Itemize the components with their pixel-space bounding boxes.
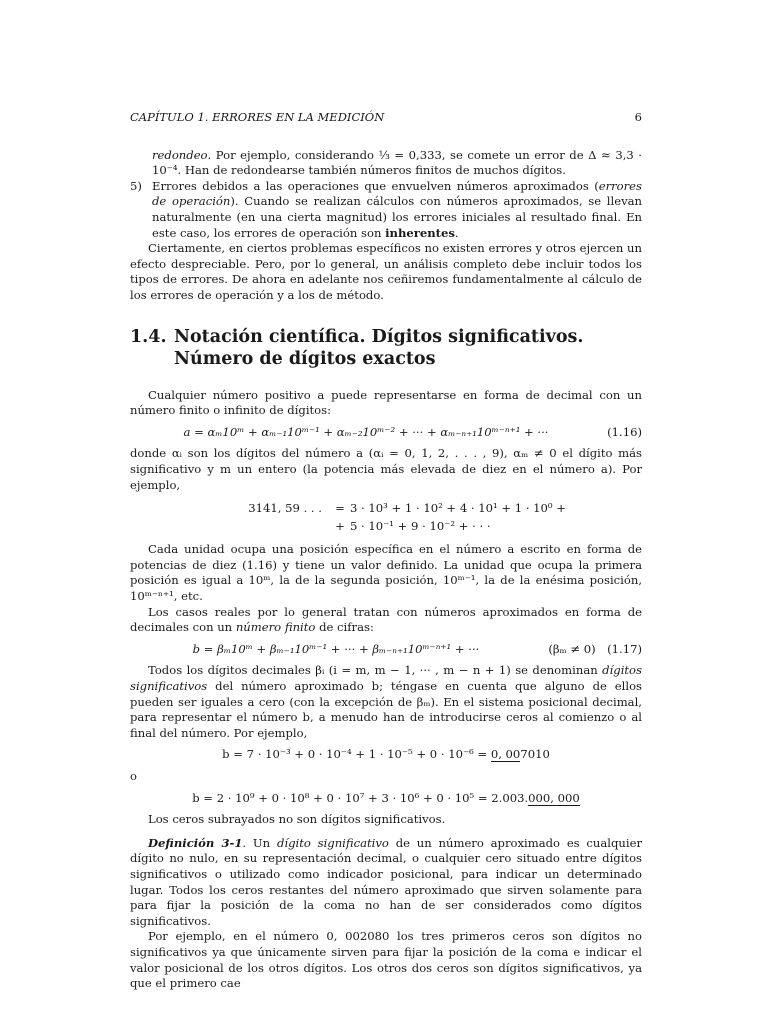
example-blank bbox=[130, 519, 330, 535]
paragraph-4 bbox=[130, 605, 642, 636]
equation-b2 bbox=[130, 791, 642, 807]
eq-b2-main: b = 2 · 10⁹ + 0 · 10⁸ + 0 · 10⁷ + 3 · 10⁶ + 0 · 10⁵ = 2.003. bbox=[192, 790, 529, 805]
example-row-1: 3 · 10³ + 1 · 10² + 4 · 10¹ + 1 · 10⁰ + bbox=[350, 501, 566, 516]
page-number: 6 bbox=[634, 110, 642, 124]
eq-b2-underlined: 000, 000 bbox=[528, 790, 580, 805]
running-header bbox=[130, 110, 642, 126]
equation-1-16-formula: a = αₘ10ᵐ + αₘ₋₁10ᵐ⁻¹ + αₘ₋₂10ᵐ⁻² + ··· + αₘ₋ₙ₊₁10ᵐ⁻ⁿ⁺¹ + ··· bbox=[183, 424, 549, 439]
equation-1-17-condition: (βₘ ≠ 0) bbox=[548, 641, 596, 656]
section-number: 1.4. bbox=[130, 326, 167, 347]
equation-1-17 bbox=[130, 642, 642, 658]
p4-text-a: Los casos reales por lo general tratan con números aproximados en forma de decimales con un bbox=[130, 604, 642, 635]
paragraph-7: Por ejemplo, en el número 0, 002080 los tres primeros ceros son dígitos no significativos ya que únicamente sirven para fijar la posición de la coma e indicar el valor posicional de los otros dígitos. Los otros dos ceros son dígitos significativos, ya que el primero cae bbox=[130, 929, 642, 991]
p4-text-b: de cifras: bbox=[315, 620, 374, 635]
example-lhs: 3141, 59 . . . bbox=[248, 501, 322, 516]
section-title: Notación científica. Dígitos significativos. Número de dígitos exactos bbox=[174, 326, 584, 369]
intro-paragraph: Ciertamente, en ciertos problemas específicos no existen errores y otros ejercen un efecto despreciable. Pero, por lo general, un análisis completo debe incluir todos los tipos de errores. De ahora en adelante nos ceñiremos fundamentalmente al cálculo de los errores de operación y a los de método. bbox=[130, 241, 642, 302]
definition-text-a: . Un bbox=[242, 835, 277, 850]
example-plus: + bbox=[335, 518, 345, 533]
paragraph-2: donde αᵢ son los dígitos del número a (αᵢ = 0, 1, 2, . . . , 9), αₘ ≠ 0 el dígito más significativo y m un entero (la potencia más elevada de diez en el número a). Por ejemplo, bbox=[130, 446, 642, 492]
definition-italic: dígito significativo bbox=[276, 835, 389, 850]
item-4-text: . Por ejemplo, considerando ⅓ = 0,333, se comete un error de Δ ≈ 3,3 · 10⁻⁴. Han de redondearse también números finitos de muchos dígitos. bbox=[152, 147, 642, 178]
equation-1-16-number: (1.16) bbox=[607, 424, 642, 439]
item5-text-c: . bbox=[454, 225, 459, 240]
or-word: o bbox=[130, 769, 137, 783]
item5-bold: inherentes bbox=[385, 225, 455, 240]
eq-b1-end: 7010 bbox=[520, 747, 550, 762]
eq-b1-underlined: 0, 00 bbox=[490, 747, 521, 762]
p5-text-a: Todos los dígitos decimales βᵢ (i = m, m − 1, ··· , m − n + 1) se denominan bbox=[148, 663, 603, 678]
item-4-italic: redondeo bbox=[152, 147, 208, 162]
paragraph-6: Los ceros subrayados no son dígitos significativos. bbox=[148, 812, 446, 827]
item5-text-a: Errores debidos a las operaciones que envuelven números aproximados ( bbox=[152, 178, 599, 193]
document-page bbox=[130, 110, 642, 992]
item5-text-b: ). Cuando se realizan cálculos con números aproximados, se llevan naturalmente (en una cierta magnitud) los errores iniciales al resultado final. En este caso, los errores de operación son bbox=[152, 194, 642, 240]
paragraph-5 bbox=[130, 663, 642, 741]
item-4-continuation bbox=[130, 148, 642, 179]
p5-text-b: del número aproximado b; téngase en cuenta que alguno de ellos pueden ser iguales a cero (con la excepción de βₘ). En el sistema posicional decimal, para representar el número b, a menudo han de introducirse ceros al comienzo o al final del número. Por ejemplo, bbox=[130, 679, 642, 740]
p5-italic: dígitos significativos bbox=[130, 663, 642, 694]
list-item-5-label: 5) bbox=[130, 178, 142, 193]
paragraph-3: Cada unidad ocupa una posición específica en el número a escrito en forma de potencias de diez (1.16) y tiene un valor definido. La unidad que ocupa la primera posición es igual a 10ᵐ, la de la segunda posición, 10ᵐ⁻¹, la de la enésima posición, 10ᵐ⁻ⁿ⁺¹, etc. bbox=[130, 542, 642, 604]
example-row-2: 5 · 10⁻¹ + 9 · 10⁻² + · · · bbox=[350, 518, 491, 533]
list-item-5 bbox=[130, 179, 642, 241]
definition-3-1 bbox=[130, 836, 642, 930]
equation-b1 bbox=[130, 747, 642, 763]
eq-b1-main: b = 7 · 10⁻³ + 0 · 10⁻⁴ + 1 · 10⁻⁵ + 0 · 10⁻⁶ = bbox=[222, 747, 491, 762]
example-expansion bbox=[130, 501, 642, 534]
p4-italic: número finito bbox=[235, 620, 316, 635]
item5-italic: errores de operación bbox=[152, 178, 642, 209]
example-equals: = bbox=[335, 501, 345, 516]
spacer bbox=[130, 828, 642, 836]
equation-1-17-formula: b = βₘ10ᵐ + βₘ₋₁10ᵐ⁻¹ + ··· + βₘ₋ₙ₊₁10ᵐ⁻ⁿ⁺¹ + ··· bbox=[192, 641, 480, 656]
equation-1-16 bbox=[130, 425, 642, 441]
equation-1-17-number: (1.17) bbox=[607, 641, 642, 656]
definition-text-b: de un número aproximado es cualquier dígito no nulo, en su representación decimal, o cualquier cero situado entre dígitos significativos o utilizado como indicador posicional, para indicar un determinado lugar. Todos los ceros restantes del número aproximado que sirven solamente para para fijar la posición de la coma no han de ser considerados como dígitos significativos. bbox=[130, 835, 642, 928]
chapter-title: CAPÍTULO 1. ERRORES EN LA MEDICIÓN bbox=[130, 110, 385, 124]
paragraph-1: Cualquier número positivo a puede representarse en forma de decimal con un número finito o infinito de dígitos: bbox=[130, 387, 642, 418]
list-item-5-body bbox=[152, 179, 642, 241]
section-heading bbox=[130, 326, 642, 370]
definition-label: Definición 3-1 bbox=[148, 835, 243, 850]
